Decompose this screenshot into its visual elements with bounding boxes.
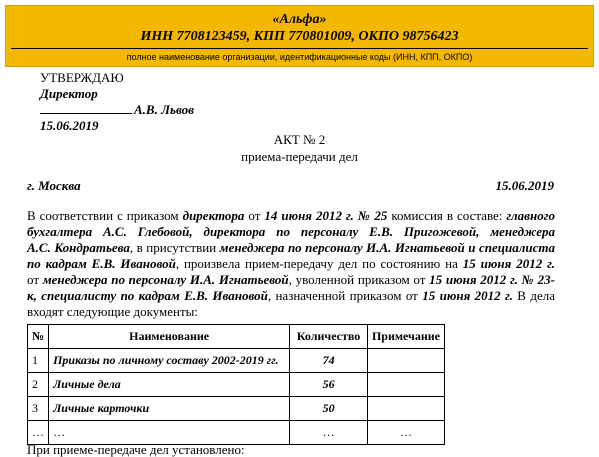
body-line: А.С. Кондратьева, в присутствии менеджера по персоналу И.А. Игнатьевой и специалиста [27, 240, 556, 255]
organization-header [5, 5, 594, 67]
row-quantity: 56 [290, 373, 368, 397]
table-row [28, 421, 445, 445]
row-note [367, 397, 444, 421]
row-quantity: … [290, 421, 368, 445]
row-note: … [367, 421, 444, 445]
body-line: бухгалтера А.С. Глебовой, директора по персоналу Е.В. Пригожевой, менеджера [27, 224, 555, 239]
body-line: к, специалисту по кадрам Е.В. Ивановой, назначенной приказом от 15 июня 2012 г. В дела [27, 288, 556, 303]
table-header-row [28, 325, 445, 349]
organization-caption: полное наименование организации, идентификационные коды (ИНН, КПП, ОКПО) [126, 52, 473, 62]
row-quantity: 50 [290, 397, 368, 421]
approval-position: Директор [40, 86, 98, 101]
signature-line [40, 103, 132, 114]
body-line: В соответствии с приказом директора от 14 июня 2012 г. № 25 комиссия в составе: главного [27, 208, 555, 223]
row-note [367, 373, 444, 397]
column-header-quantity: Количество [290, 325, 368, 349]
footer-text: При приеме-передаче дел установлено: [27, 442, 245, 457]
approval-signer: А.В. Львов [134, 102, 194, 117]
documents-table [27, 324, 445, 445]
row-number: 1 [28, 349, 49, 373]
header-divider [11, 48, 588, 49]
row-name: … [49, 421, 290, 445]
act-title: АКТ № 2 [273, 132, 326, 147]
organization-codes: ИНН 7708123459, КПП 770801009, ОКПО 98756423 [140, 29, 459, 44]
row-name: Личные карточки [49, 397, 290, 421]
table-row [28, 349, 445, 373]
approval-block [40, 70, 194, 134]
row-number: … [28, 421, 49, 445]
row-number: 2 [28, 373, 49, 397]
row-name: Личные дела [49, 373, 290, 397]
column-header-number: № [28, 325, 49, 349]
act-subtitle: приема-передачи дел [241, 149, 358, 164]
document-place: г. Москва [27, 178, 81, 193]
approval-label: УТВЕРЖДАЮ [40, 70, 124, 85]
row-name: Приказы по личному составу 2002-2019 гг. [49, 349, 290, 373]
row-note [367, 349, 444, 373]
organization-name: «Альфа» [272, 12, 327, 27]
table-row [28, 373, 445, 397]
act-body-paragraph [27, 208, 555, 320]
body-line: от менеджера по персоналу И.А. Игнатьевой, уволенной приказом от 15 июня 2012 г. № 23- [27, 272, 555, 287]
row-quantity: 74 [290, 349, 368, 373]
table-row [28, 397, 445, 421]
row-number: 3 [28, 397, 49, 421]
column-header-note: Примечание [367, 325, 444, 349]
column-header-name: Наименование [49, 325, 290, 349]
body-line: входят следующие документы: [27, 304, 199, 319]
document-date: 15.06.2019 [495, 178, 554, 193]
body-line: по кадрам Е.В. Ивановой, произвела прием-передачу дел по состоянию на 15 июня 2012 г. [27, 256, 555, 271]
approval-date: 15.06.2019 [40, 118, 99, 133]
